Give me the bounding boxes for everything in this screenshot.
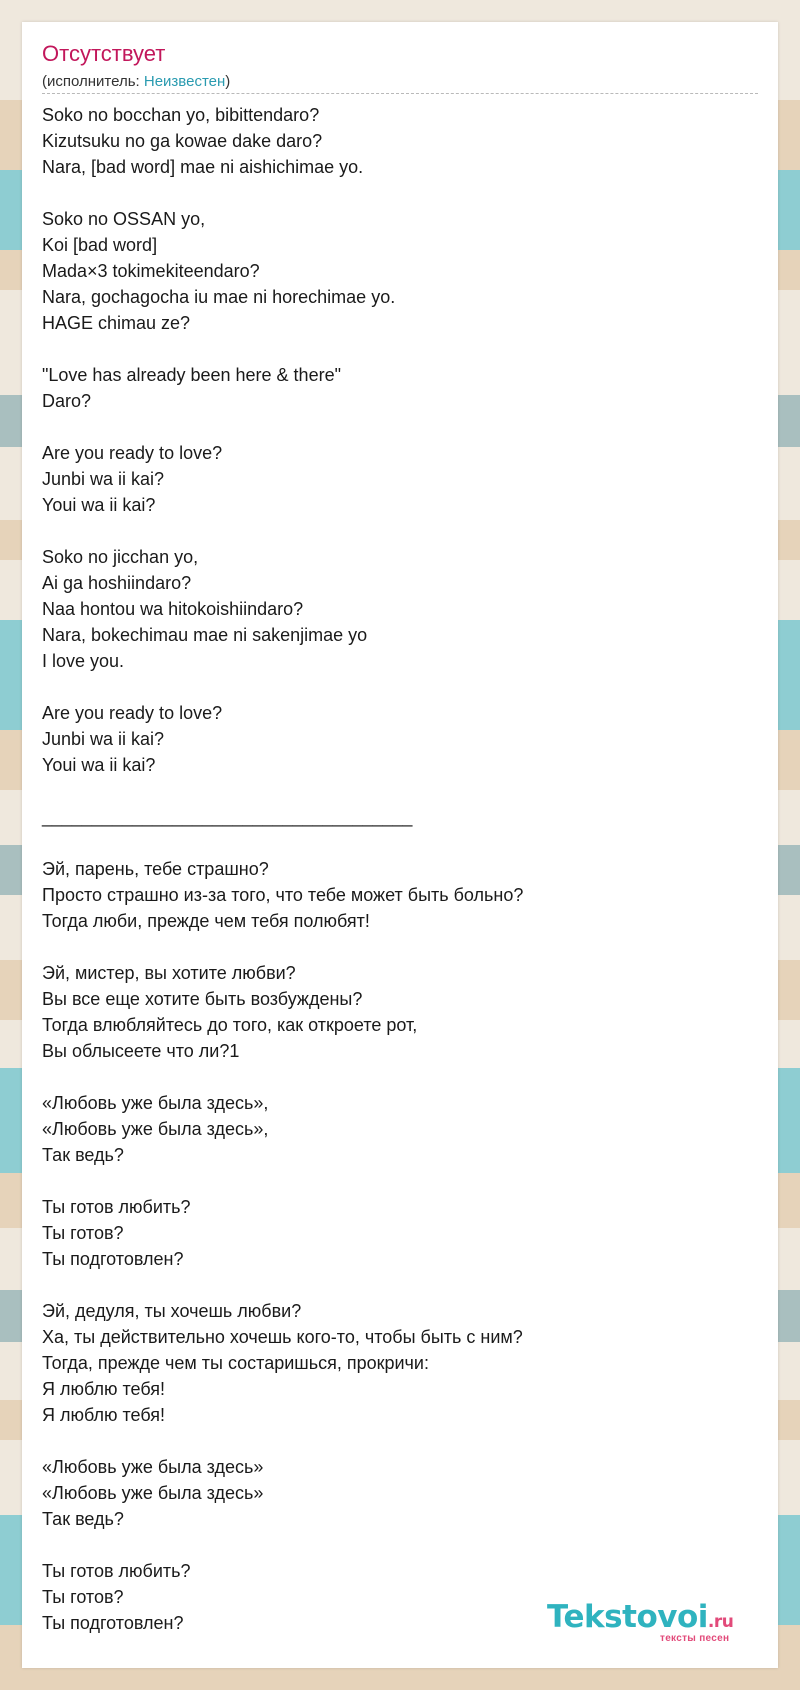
lyric-line: Ты готов любить?	[42, 1561, 191, 1581]
lyric-line: Эй, парень, тебе страшно?	[42, 859, 269, 879]
artist-line	[42, 72, 230, 92]
lyric-line: Soko no OSSAN yo,	[42, 209, 206, 229]
lyric-blank-line	[42, 414, 758, 440]
lyric-blank-line	[42, 1532, 758, 1558]
lyric-line: Ты готов?	[42, 1587, 124, 1607]
lyric-blank-line	[42, 518, 758, 544]
lyric-line: Ты подготовлен?	[42, 1613, 184, 1633]
lyric-blank-line	[42, 1168, 758, 1194]
logo-tld: .ru	[707, 1612, 734, 1632]
lyric-line: Nara, [bad word] mae ni aishichimae yo.	[42, 157, 364, 177]
logo-main-text: Tekstovoi	[547, 1599, 708, 1635]
lyric-line: Ты готов любить?	[42, 1197, 191, 1217]
lyric-line: Youi wa ii kai?	[42, 755, 156, 775]
lyric-line: Daro?	[42, 391, 92, 411]
title-separator	[42, 93, 758, 94]
lyric-line: Ai ga hoshiindaro?	[42, 573, 192, 593]
lyric-line: Ты готов?	[42, 1223, 124, 1243]
lyric-line: HAGE chimau ze?	[42, 313, 191, 333]
lyric-line: Тогда люби, прежде чем тебя полюбят!	[42, 911, 370, 931]
lyric-line: Nara, bokechimau mae ni sakenjimae yo	[42, 625, 368, 645]
lyric-line: Nara, gochagocha iu mae ni horechimae yo.	[42, 287, 396, 307]
lyrics-text	[42, 102, 758, 1636]
lyric-line: Are you ready to love?	[42, 703, 223, 723]
lyric-blank-line	[42, 1064, 758, 1090]
lyric-line: Вы облысеете что ли?1	[42, 1041, 240, 1061]
lyric-line: Youi wa ii kai?	[42, 495, 156, 515]
lyric-line: Naa hontou wa hitokoishiindaro?	[42, 599, 304, 619]
lyric-blank-line	[42, 336, 758, 362]
lyric-blank-line	[42, 778, 758, 804]
lyric-line: Эй, мистер, вы хотите любви?	[42, 963, 296, 983]
lyric-line: Тогда влюбляйтесь до того, как откроете рот,	[42, 1015, 418, 1035]
lyric-line: Mada×3 tokimekiteendaro?	[42, 261, 260, 281]
lyric-line: «Любовь уже была здесь»	[42, 1483, 264, 1503]
lyric-line: «Любовь уже была здесь»,	[42, 1093, 269, 1113]
lyric-blank-line	[42, 830, 758, 856]
logo-tagline: тексты песен	[660, 1633, 730, 1644]
site-logo[interactable]	[547, 1599, 787, 1645]
lyric-line: Просто страшно из-за того, что тебе может быть больно?	[42, 885, 524, 905]
lyric-line: «Любовь уже была здесь»,	[42, 1119, 269, 1139]
lyric-line: _____________________________________	[42, 807, 413, 827]
lyric-blank-line	[42, 180, 758, 206]
lyric-line: Ха, ты действительно хочешь кого-то, чтобы быть с ним?	[42, 1327, 523, 1347]
lyric-line: Kizutsuku no ga kowae dake daro?	[42, 131, 323, 151]
lyric-line: Junbi wa ii kai?	[42, 729, 165, 749]
lyric-line: Вы все еще хотите быть возбуждены?	[42, 989, 363, 1009]
lyric-line: "Love has already been here & there"	[42, 365, 341, 385]
lyric-line: Так ведь?	[42, 1145, 124, 1165]
lyric-line: Soko no jicchan yo,	[42, 547, 199, 567]
lyric-line: Are you ready to love?	[42, 443, 223, 463]
lyric-blank-line	[42, 934, 758, 960]
lyrics-card	[22, 22, 778, 1668]
lyric-line: «Любовь уже была здесь»	[42, 1457, 264, 1477]
lyric-line: Soko no bocchan yo, bibittendaro?	[42, 105, 320, 125]
lyric-line: Так ведь?	[42, 1509, 124, 1529]
lyric-line: Эй, дедуля, ты хочешь любви?	[42, 1301, 302, 1321]
lyric-blank-line	[42, 674, 758, 700]
song-title: Отсутствует	[42, 41, 166, 66]
artist-suffix: )	[225, 73, 231, 90]
lyric-line: I love you.	[42, 651, 125, 671]
lyric-blank-line	[42, 1272, 758, 1298]
artist-link[interactable]: Неизвестен	[143, 73, 226, 90]
lyric-line: Я люблю тебя!	[42, 1405, 166, 1425]
lyric-line: Я люблю тебя!	[42, 1379, 166, 1399]
lyric-line: Junbi wa ii kai?	[42, 469, 165, 489]
lyric-blank-line	[42, 1428, 758, 1454]
lyric-line: Ты подготовлен?	[42, 1249, 184, 1269]
lyric-line: Тогда, прежде чем ты состаришься, прокричи:	[42, 1353, 429, 1373]
lyric-line: Koi [bad word]	[42, 235, 158, 255]
artist-prefix: (исполнитель:	[42, 73, 144, 90]
